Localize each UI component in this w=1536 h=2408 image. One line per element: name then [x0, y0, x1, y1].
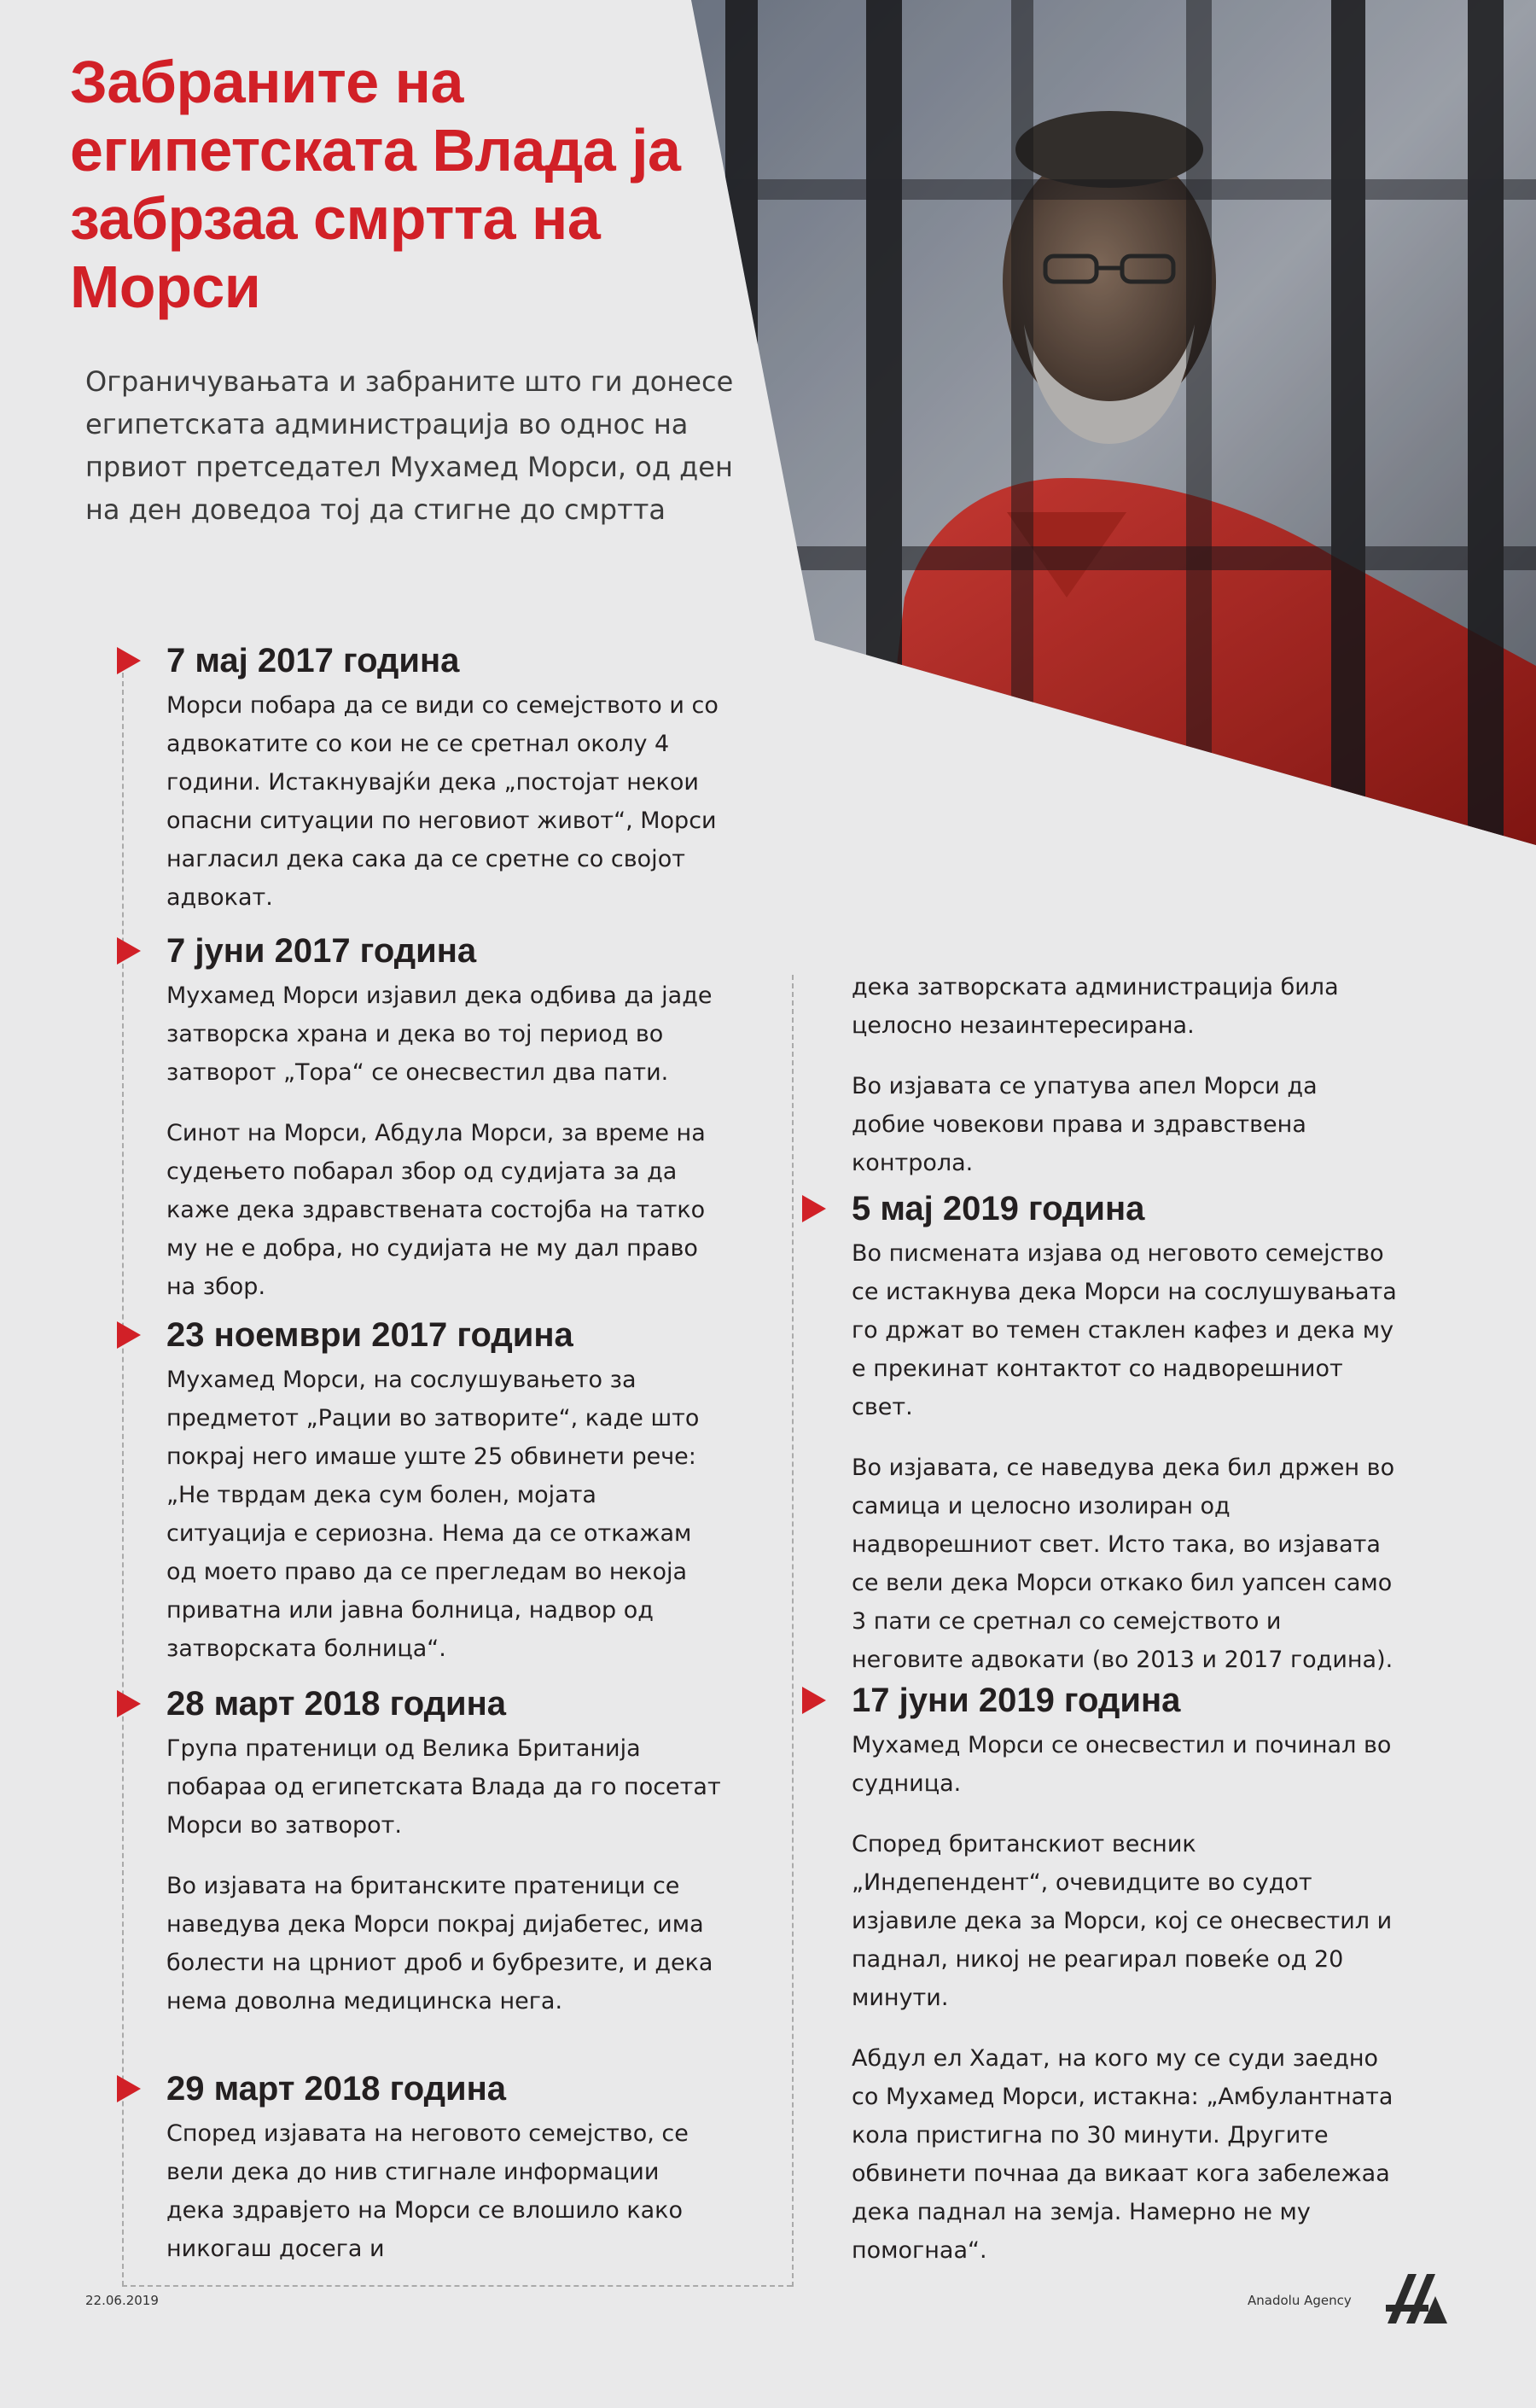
arrow-marker-icon: [802, 1687, 826, 1714]
arrow-marker-icon: [117, 647, 141, 674]
event-text: Според британскиот весник „Индепендент“, очевидците во судот изјавиле дека за Морси, кој се онесвестил и паднал, никој не реагирал повеќе од 20 минути.: [852, 1831, 1393, 2011]
footer-agency-name: Anadolu Agency: [1248, 2293, 1352, 2308]
timeline-event: [166, 640, 721, 939]
event-date: 7 јуни 2017 година: [166, 932, 477, 970]
arrow-marker-icon: [802, 1195, 826, 1222]
event-text: Во писмената изјава од неговото семејство се истакнува дека Морси на сослушувањата го држат во темен стаклен кафез и дека му е прекинат контактот со надворешниот свет.: [852, 1240, 1397, 1420]
event-date: 23 ноември 2017 година: [166, 1316, 573, 1354]
arrow-marker-icon: [117, 1690, 141, 1717]
event-text: Мухамед Морси се онесвестил и починал во судница.: [852, 1732, 1392, 1797]
arrow-marker-icon: [117, 937, 141, 965]
event-date: 29 март 2018 година: [166, 2070, 507, 2108]
event-date: 28 март 2018 година: [166, 1685, 507, 1723]
timeline-event: [166, 2068, 721, 2290]
event-date: 7 мај 2017 година: [166, 642, 460, 679]
timeline-line-left: [122, 673, 124, 2286]
footer-date: 22.06.2019: [85, 2293, 159, 2308]
event-date: 17 јуни 2019 година: [852, 1682, 1181, 1719]
event-text: Во изјавата, се наведува дека бил држен во самица и целосно изолиран од надворешниот свет. Исто така, во изјавата се вели дека Морси откако бил уапсен само 3 пати се сретнал со семејството и неговите адвокати (во 2013 и 2017 година).: [852, 1455, 1395, 1673]
event-text: Во изјавата се упатува апел Морси да добие човекови права и здравствена контрола.: [852, 1073, 1318, 1176]
event-text: Мухамед Морси, на сослушувањето за предметот „Рации во затворите“, каде што покрај него имаше уште 25 обвинети рече: „Не тврдам дека сум болен, мојата ситуација е сериозна. Нема да се откажам од моето право да се прегледам во некоја приватна или јавна болница, надвор од затворската болница“.: [166, 1367, 700, 1662]
timeline-event: [166, 1315, 721, 1690]
timeline-line-right: [792, 975, 794, 2287]
page-subtitle: Ограничувањата и забраните што ги донесе египетската администрација во однос на првиот претседател Мухамед Морси, од ден на ден доведоа тој да стигне до смртта: [85, 365, 734, 526]
arrow-marker-icon: [117, 1321, 141, 1349]
event-text: Мухамед Морси изјавил дека одбива да јаде затворска храна и дека во тој период во затворот „Тора“ се онесвестил два пати.: [166, 982, 713, 1086]
event-text: Група пратеници од Велика Британија побараа од египетската Влада да го посетат Морси во затворот.: [166, 1735, 721, 1839]
event-text: дека затворската администрација била целосно незаинтересирана.: [852, 974, 1339, 1039]
anadolu-agency-logo-icon: [1382, 2267, 1449, 2325]
event-date: 5 мај 2019 година: [852, 1190, 1145, 1227]
arrow-marker-icon: [117, 2075, 141, 2102]
event-text: Синот на Морси, Абдула Морси, за време на судењето побарал збор од судијата за да каже дека здравствената состојба на татко му не е добра, но судијата не му дал право на збор.: [166, 1120, 706, 1300]
timeline-continuation: [852, 968, 1398, 1204]
timeline-event: [166, 930, 721, 1328]
timeline-event: [852, 1680, 1398, 2292]
event-text: Во изјавата на британските пратеници се наведува дека Морси покрај дијабетес, има болести на црниот дроб и бубрезите, и дека нема доволна медицинска нега.: [166, 1873, 713, 2014]
page-title: Забраните на египетската Влада ја забрзаа смртта на Морси: [70, 49, 681, 320]
event-text: Според изјавата на неговото семејство, се вели дека до нив стигнале информации дека здравјето на Морси се влошило како никогаш досега и: [166, 2120, 689, 2262]
event-text: Абдул ел Хадат, на кого му се суди заедно со Мухамед Морси, истакна: „Амбулантната кола пристигна по 30 минути. Другите обвинети почнаа да викаат кога забележаа дека паднал на земја. Намерно не му помогнаа“.: [852, 2045, 1393, 2264]
timeline-event: [166, 1683, 721, 2043]
event-text: Морси побара да се види со семејството и со адвокатите со кои не се сретнал околу 4 години. Истакнувајќи дека „постојат некои опасни ситуации по неговиот живот“, Морси нагласил дека сака да се сретне со својот адвокат.: [166, 692, 719, 911]
timeline-event: [852, 1188, 1398, 1701]
